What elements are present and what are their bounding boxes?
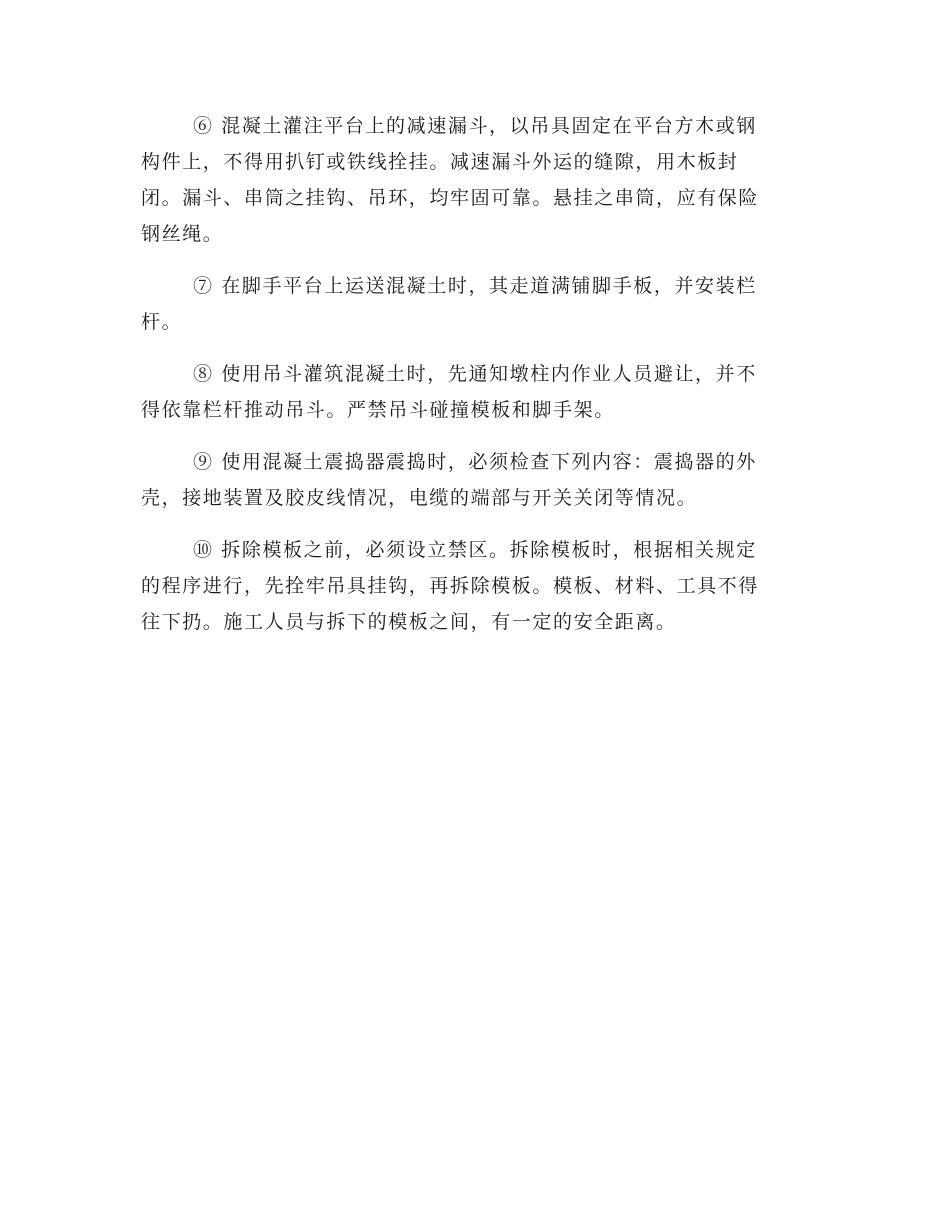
paragraph-item-8 [141, 356, 796, 428]
paragraph-item-6 [141, 108, 796, 252]
paragraph-line: 壳，接地装置及胶皮线情况，电缆的端部与开关关闭等情况。 [141, 487, 698, 509]
paragraph-line: 往下扔。施工人员与拆下的模板之间，有一定的安全距离。 [141, 611, 677, 633]
paragraph-line: 杆。 [141, 311, 183, 333]
paragraph-line: ⑦ 在脚手平台上运送混凝土时，其走道满铺脚手板，并安装栏 [193, 275, 757, 297]
paragraph-line: ⑨ 使用混凝土震捣器震捣时，必须检查下列内容：震捣器的外 [193, 451, 757, 473]
paragraph-line: ⑩ 拆除模板之前，必须设立禁区。拆除模板时，根据相关规定 [193, 539, 757, 561]
paragraph-item-7 [141, 268, 796, 340]
paragraph-line: ⑧ 使用吊斗灌筑混凝土时，先通知墩柱内作业人员避让，并不 [193, 363, 757, 385]
paragraph-line: 得依靠栏杆推动吊斗。严禁吊斗碰撞模板和脚手架。 [141, 399, 615, 421]
paragraph-line: 的程序进行，先拴牢吊具挂钩，再拆除模板。模板、材料、工具不得 [141, 575, 760, 597]
paragraph-line: 钢丝绳。 [141, 223, 224, 245]
document-body [141, 108, 796, 656]
paragraph-item-10 [141, 532, 796, 640]
paragraph-line: 构件上，不得用扒钉或铁线拴挂。减速漏斗外运的缝隙，用木板封 [141, 151, 739, 173]
paragraph-line: ⑥ 混凝土灌注平台上的减速漏斗，以吊具固定在平台方木或钢 [193, 115, 757, 137]
paragraph-item-9 [141, 444, 796, 516]
paragraph-line: 闭。漏斗、串筒之挂钩、吊环，均牢固可靠。悬挂之串筒，应有保险 [141, 187, 760, 209]
